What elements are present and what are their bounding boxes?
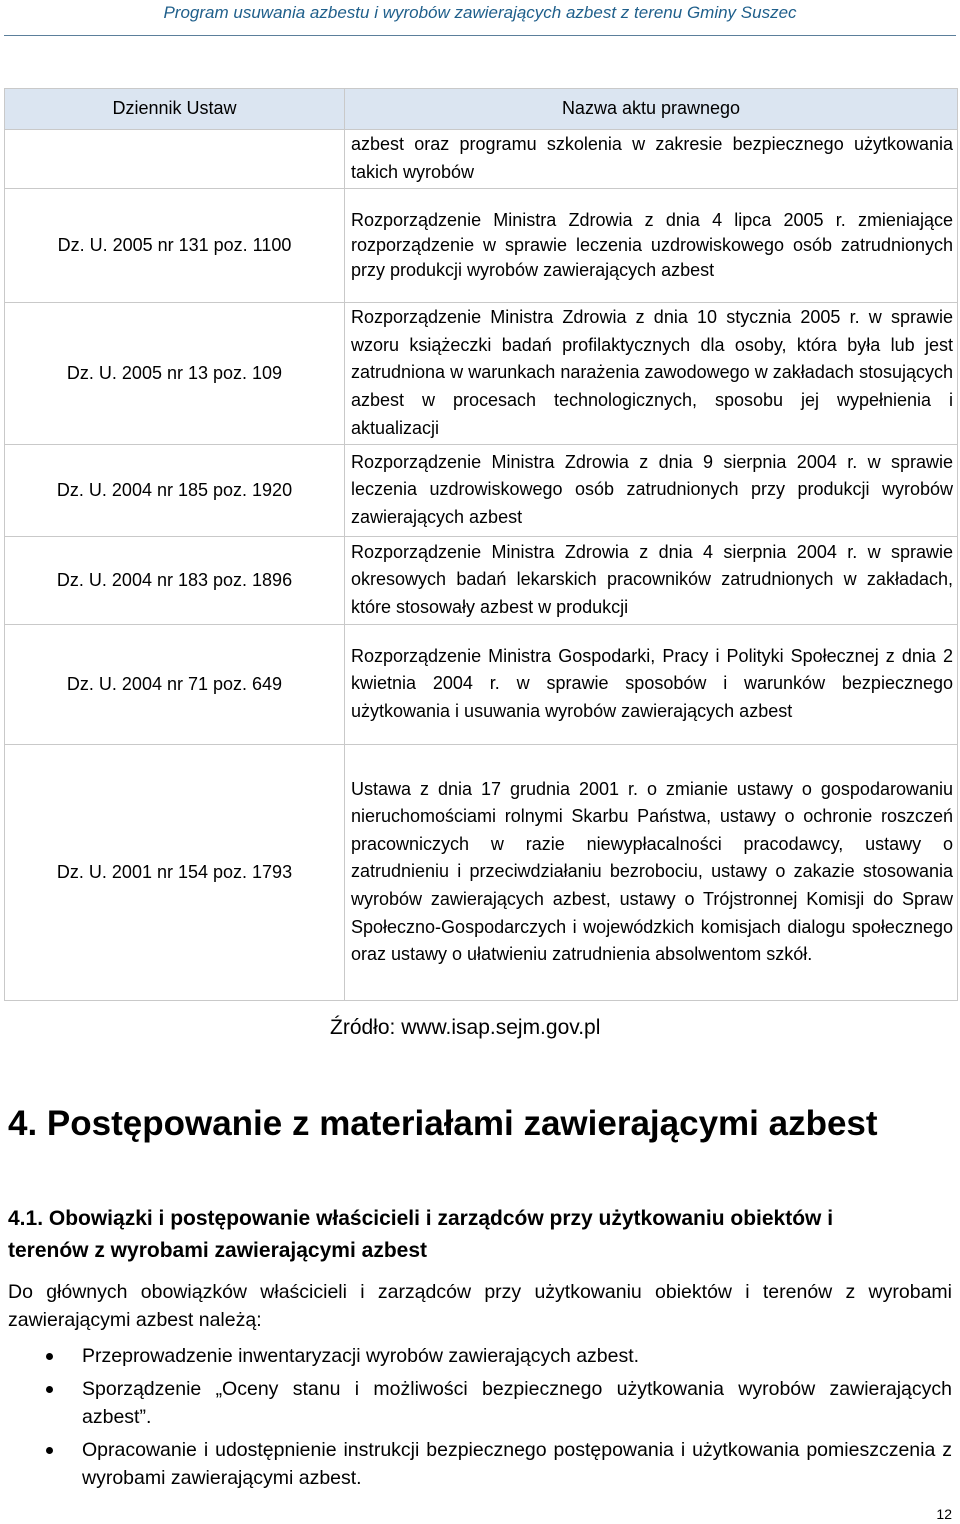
list-item <box>0 1342 952 1370</box>
table-row <box>5 130 958 189</box>
journal-ref-cell <box>5 130 345 189</box>
table-row <box>5 445 958 537</box>
list-item-text: Opracowanie i udostępnienie instrukcji bezpiecznego postępowania i użytkowania pomieszczenia z wyrobami zawierającymi azbest. <box>82 1439 952 1489</box>
column-header-act-name: Nazwa aktu prawnego <box>345 89 958 130</box>
act-name-cell: Rozporządzenie Ministra Zdrowia z dnia 4 sierpnia 2004 r. w sprawie okresowych badań lekarskich pracowników zatrudnionych w zakładach, które stosowały azbest w produkcji <box>345 537 958 625</box>
act-name-cell: Rozporządzenie Ministra Zdrowia z dnia 4 lipca 2005 r. zmieniające rozporządzenie w sprawie leczenia uzdrowiskowego osób zatrudnionych przy produkcji wyrobów zawierających azbest <box>345 189 958 303</box>
journal-ref-cell: Dz. U. 2001 nr 154 poz. 1793 <box>5 745 345 1001</box>
header-divider <box>4 35 956 36</box>
section-heading: 4. Postępowanie z materiałami zawierającymi azbest <box>8 1104 878 1143</box>
list-item-text: Przeprowadzenie inwentaryzacji wyrobów zawierających azbest. <box>82 1345 640 1367</box>
bullet-icon <box>46 1353 53 1360</box>
legal-acts-table <box>4 88 958 1001</box>
header-title: Program usuwania azbestu i wyrobów zawierających azbest z terenu Gminy Suszec <box>163 3 797 22</box>
act-name-cell: Ustawa z dnia 17 grudnia 2001 r. o zmianie ustawy o gospodarowaniu nieruchomościami rolnymi Skarbu Państwa, ustawy o ochronie roszczeń pracowniczych w razie niewypłacalności pracodawcy, ustawy o zatrudnieniu i przeciwdziałaniu bezrobociu, ustawy o zakazie stosowania wyrobów zawierających azbest, ustawy o Trójstronnej Komisji do Spraw Społeczno-Gospodarczych i wojewódzkich komisjach dialogu społecznego oraz ustawy o ułatwieniu zatrudnienia absolwentom szkół. <box>345 745 958 1001</box>
table-row <box>5 303 958 445</box>
page-header <box>0 0 960 38</box>
obligations-list <box>0 1342 952 1497</box>
list-item-text: Sporządzenie „Oceny stanu i możliwości bezpiecznego użytkowania wyrobów zawierających azbest”. <box>82 1378 952 1428</box>
act-name-cell: Rozporządzenie Ministra Gospodarki, Pracy i Polityki Społecznej z dnia 2 kwietnia 2004 r. w sprawie sposobów i warunków bezpiecznego użytkowania i usuwania wyrobów zawierających azbest <box>345 625 958 745</box>
act-name-cell: azbest oraz programu szkolenia w zakresie bezpiecznego użytkowania takich wyrobów <box>345 130 958 189</box>
journal-ref-cell: Dz. U. 2005 nr 13 poz. 109 <box>5 303 345 445</box>
page-number: 12 <box>936 1506 952 1522</box>
act-name-cell: Rozporządzenie Ministra Zdrowia z dnia 9 sierpnia 2004 r. w sprawie leczenia uzdrowiskowego osób zatrudnionych przy produkcji wyrobów zawierających azbest <box>345 445 958 537</box>
journal-ref-cell: Dz. U. 2005 nr 131 poz. 1100 <box>5 189 345 303</box>
column-header-journal: Dziennik Ustaw <box>5 89 345 130</box>
journal-ref-cell: Dz. U. 2004 nr 185 poz. 1920 <box>5 445 345 537</box>
table-row <box>5 625 958 745</box>
table-header-row <box>5 89 958 130</box>
subsection-heading: 4.1. Obowiązki i postępowanie właścicieli i zarządców przy użytkowaniu obiektów i terenów z wyrobami zawierającymi azbest <box>8 1207 834 1262</box>
intro-paragraph: Do głównych obowiązków właścicieli i zarządców przy użytkowaniu obiektów i terenów z wyrobami zawierającymi azbest należą: <box>8 1281 952 1331</box>
table-row <box>5 189 958 303</box>
table-row <box>5 745 958 1001</box>
bullet-icon <box>46 1386 53 1393</box>
bullet-icon <box>46 1447 53 1454</box>
journal-ref-cell: Dz. U. 2004 nr 183 poz. 1896 <box>5 537 345 625</box>
list-item <box>0 1375 952 1431</box>
act-name-cell: Rozporządzenie Ministra Zdrowia z dnia 10 stycznia 2005 r. w sprawie wzoru książeczki badań profilaktycznych dla osoby, która była lub jest zatrudniona w warunkach narażenia zawodowego w zakładach stosujących azbest w procesach technologicznych, sposobu jej wypełnienia i aktualizacji <box>345 303 958 445</box>
table-row <box>5 537 958 625</box>
list-item <box>0 1436 952 1492</box>
journal-ref-cell: Dz. U. 2004 nr 71 poz. 649 <box>5 625 345 745</box>
source-caption: Źródło: www.isap.sejm.gov.pl <box>330 1016 601 1039</box>
